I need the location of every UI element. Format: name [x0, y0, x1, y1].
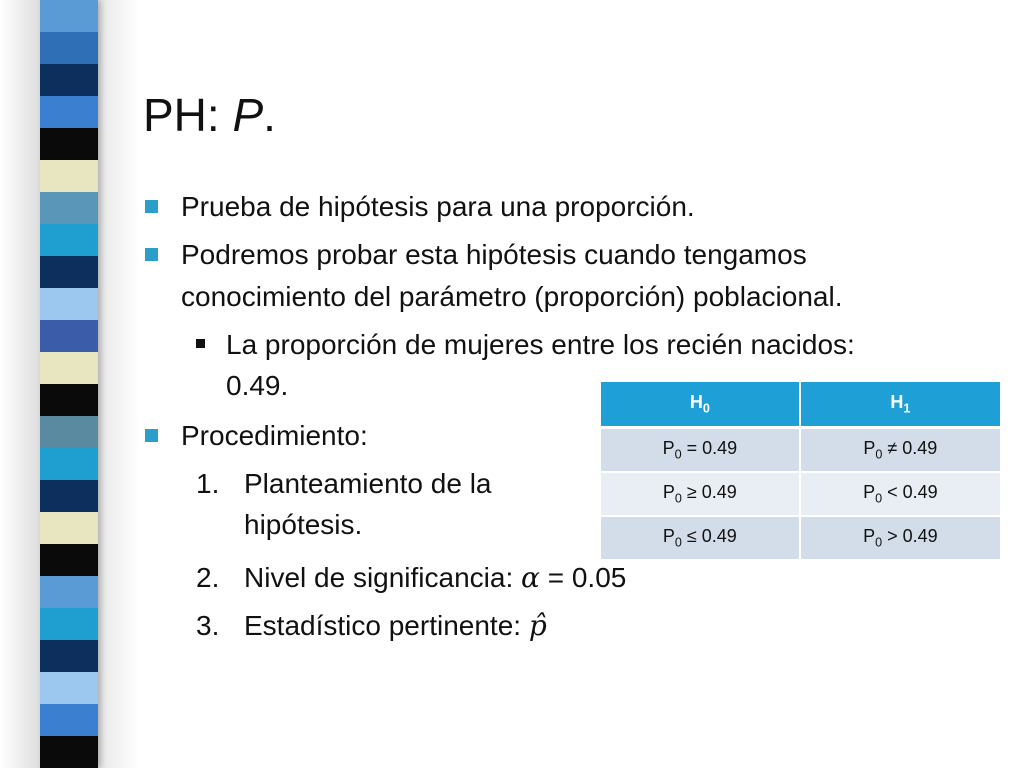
strip-segment [40, 32, 98, 64]
strip-segment [40, 640, 98, 672]
table-cell-h0 [601, 428, 800, 473]
bullet-square-icon [145, 200, 158, 213]
cell-value: = 0.49 [681, 438, 738, 459]
cell-subscript: 0 [875, 491, 883, 506]
table-header-h0 [601, 382, 800, 428]
cell-base: P [662, 482, 675, 503]
strip-segment [40, 416, 98, 448]
strip-segment [40, 288, 98, 320]
cell-value: ≥ 0.49 [681, 482, 737, 503]
strip-segment [40, 128, 98, 160]
strip-segment [40, 448, 98, 480]
bullet-text: Prueba de hipótesis para una proporción. [181, 191, 695, 222]
step-text [244, 606, 547, 646]
decorative-color-strip [40, 0, 98, 768]
table-row [601, 472, 1001, 516]
slide-title-end: . [263, 89, 276, 141]
bullet-square-icon [145, 248, 158, 261]
strip-segment [40, 224, 98, 256]
step-text-label: Nivel de significancia: [244, 562, 522, 593]
table-cell-h1 [800, 472, 1001, 516]
slide-title [143, 88, 276, 142]
slide-title-italic: P [232, 89, 264, 141]
strip-segment [40, 608, 98, 640]
strip-segment [40, 544, 98, 576]
strip-segment [40, 704, 98, 736]
step-text-label: Estadístico pertinente: [244, 610, 529, 641]
cell-base: P [662, 526, 675, 547]
cell-value: ≠ 0.49 [882, 438, 938, 459]
bullet-text: Procedimiento: [181, 420, 368, 451]
strip-segment [40, 64, 98, 96]
cell-subscript: 0 [674, 535, 682, 550]
table-row [601, 516, 1001, 560]
step-text [244, 558, 626, 598]
strip-segment [40, 512, 98, 544]
cell-base: P [662, 438, 675, 459]
hypothesis-table [601, 382, 1002, 561]
sub-bullet-text-continued: 0.49. [226, 370, 289, 401]
strip-segment [40, 480, 98, 512]
step-text: Planteamiento de la [244, 468, 492, 499]
table-cell-h1 [800, 428, 1001, 473]
cell-value: ≤ 0.49 [681, 526, 737, 547]
strip-segment [40, 0, 98, 32]
step-number: 2. [196, 562, 220, 593]
table-cell-h1 [800, 516, 1001, 560]
cell-subscript: 0 [674, 491, 682, 506]
strip-segment [40, 192, 98, 224]
table-header-h1 [800, 382, 1001, 428]
step-text-value: = 0.05 [539, 562, 627, 593]
cell-subscript: 0 [674, 447, 682, 462]
header-base: H [890, 392, 904, 413]
cell-value: > 0.49 [882, 526, 938, 547]
cell-subscript: 0 [875, 535, 883, 550]
alpha-symbol: α [521, 561, 540, 594]
table-header-row [601, 382, 1001, 428]
cell-base: P [863, 482, 876, 503]
step-number: 1. [196, 468, 220, 499]
header-subscript: 0 [702, 401, 710, 416]
bullet-text: Podremos probar esta hipótesis cuando tengamos [181, 239, 807, 270]
step-number: 3. [196, 610, 220, 641]
sub-bullet-square-icon [196, 339, 205, 348]
p-hat-symbol: p̂ [528, 609, 547, 642]
cell-base: P [863, 438, 876, 459]
strip-segment [40, 672, 98, 704]
strip-segment [40, 160, 98, 192]
bullet-square-icon [145, 429, 158, 442]
strip-segment [40, 576, 98, 608]
slide-title-main: PH: [143, 89, 233, 141]
table-cell-h0 [601, 472, 800, 516]
strip-segment [40, 320, 98, 352]
strip-segment [40, 352, 98, 384]
header-base: H [689, 392, 703, 413]
table-row [601, 428, 1001, 473]
strip-segment [40, 384, 98, 416]
cell-value: < 0.49 [882, 482, 938, 503]
bullet-text-continued: conocimiento del parámetro (proporción) poblacional. [181, 281, 843, 312]
step-text-continued: hipótesis. [244, 509, 363, 540]
table-cell-h0 [601, 516, 800, 560]
strip-segment [40, 736, 98, 768]
cell-subscript: 0 [875, 447, 883, 462]
cell-base: P [863, 526, 876, 547]
header-subscript: 1 [903, 401, 911, 416]
strip-segment [40, 96, 98, 128]
strip-segment [40, 256, 98, 288]
sub-bullet-text: La proporción de mujeres entre los recién nacidos: [226, 329, 855, 360]
